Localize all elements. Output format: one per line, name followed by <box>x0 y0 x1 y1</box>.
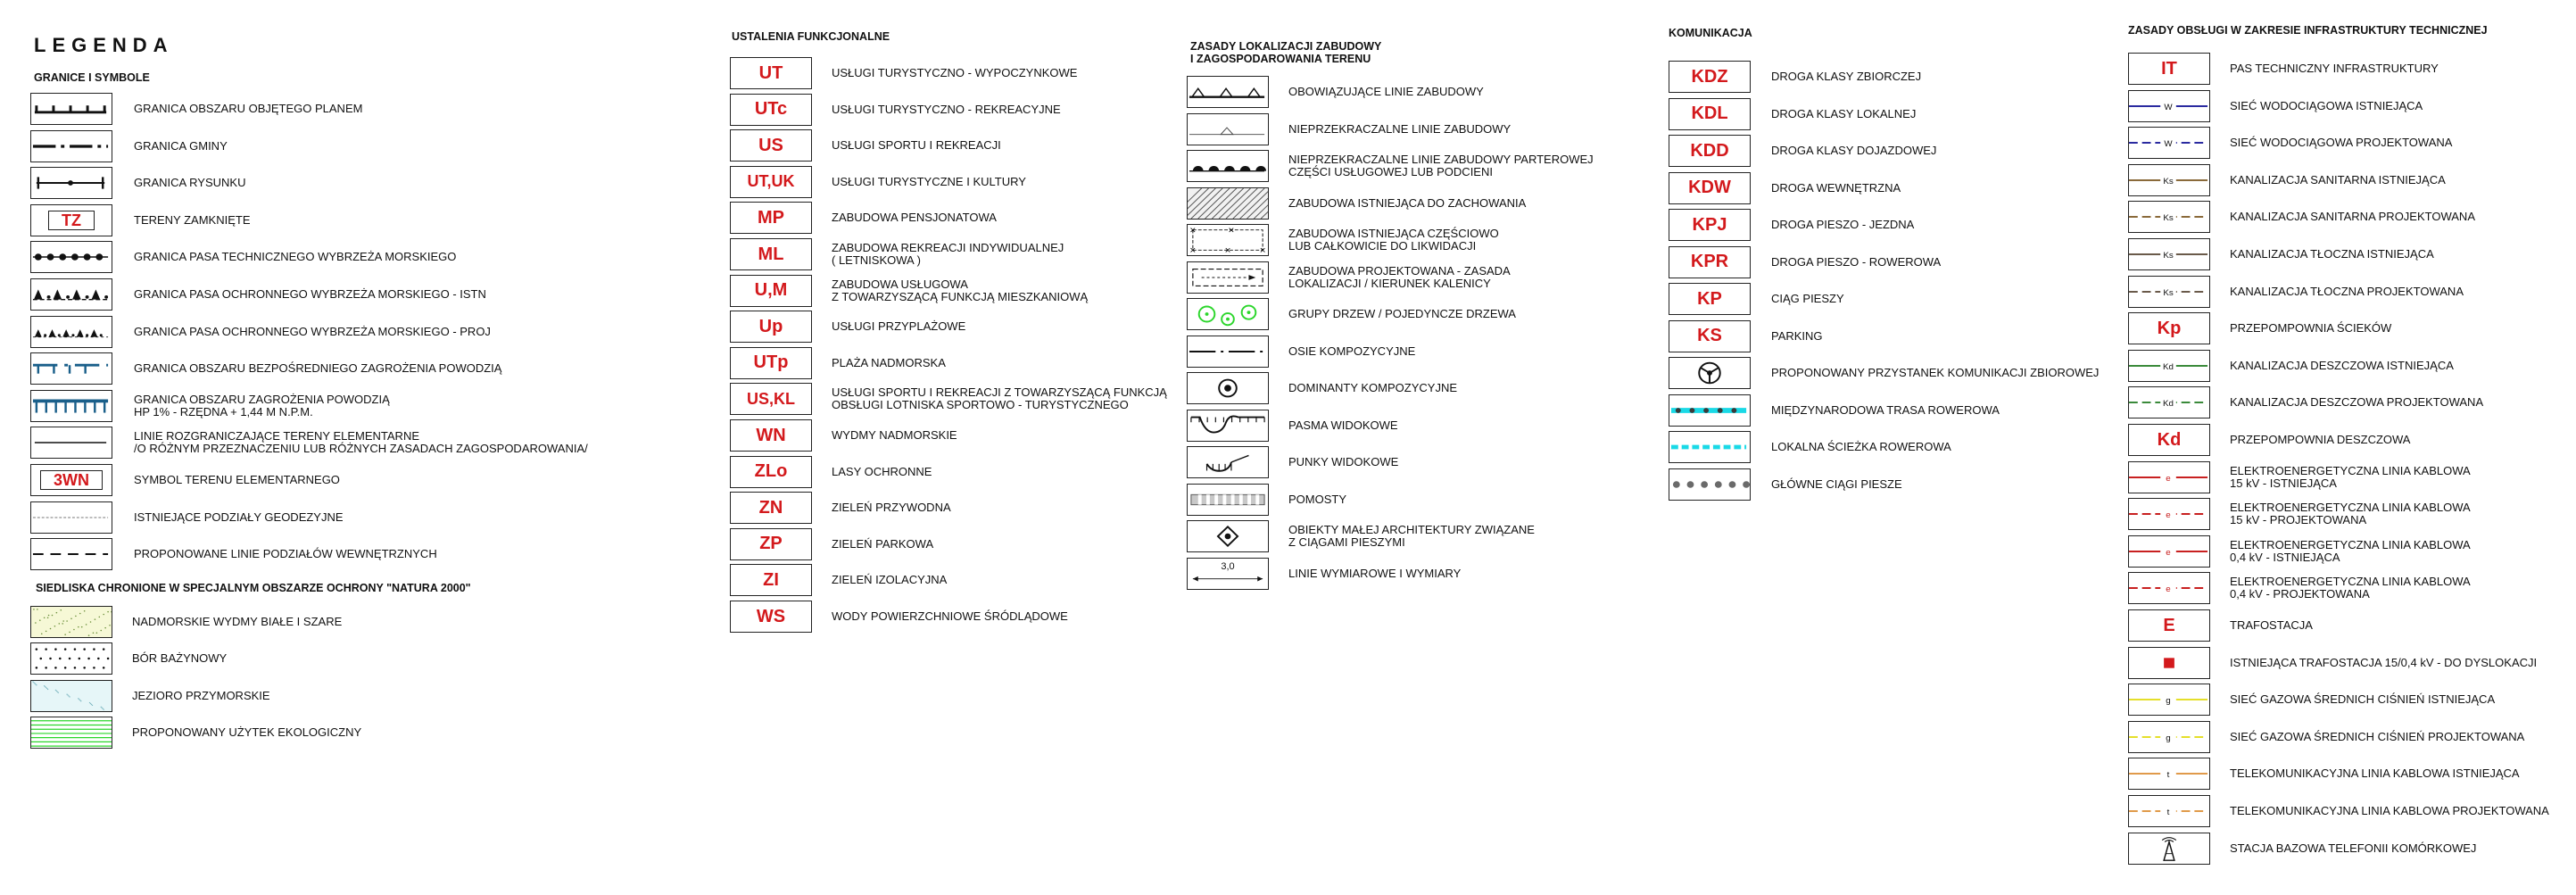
legend-label-line-2: /O RÓŻNYM PRZEZNACZENIU LUB RÓŻNYCH ZASADACH ZAGOSPODAROWANIA/ <box>134 442 588 456</box>
legend-label-line-1: WODY POWIERZCHNIOWE ŚRÓDLĄDOWE <box>832 609 1068 623</box>
legend-label-line-1: POMOSTY <box>1288 492 1347 506</box>
legend-label-line-1: USŁUGI PRZYPLAŻOWE <box>832 319 966 334</box>
legend-label-line-1: KANALIZACJA TŁOCZNA ISTNIEJĄCA <box>2230 247 2434 261</box>
legend-label <box>1288 484 1346 516</box>
symbol-code: ZLo <box>730 456 812 488</box>
legend-label-line-1: KANALIZACJA DESZCZOWA PROJEKTOWANA <box>2230 395 2484 410</box>
symbol-code: TZ <box>48 211 95 230</box>
section-title-functional: USTALENIA FUNKCJONALNE <box>732 30 890 43</box>
legend-label <box>2230 647 2537 679</box>
symbol-code: KPR <box>1669 246 1751 278</box>
legend-label <box>1771 172 1901 204</box>
svg-text:Ks: Ks <box>2163 213 2174 224</box>
symbol-code: 3WN <box>40 470 103 490</box>
section-title-building-rules <box>1190 40 1381 65</box>
plan-boundary-icon <box>30 93 112 125</box>
legend-label <box>1771 209 1914 241</box>
legend-label-line-1: USŁUGI TURYSTYCZNO - REKREACYJNE <box>832 102 1061 116</box>
elementary-area-icon <box>30 464 112 496</box>
legend-label-line-1: DROGA KLASY LOKALNEJ <box>1771 106 1917 120</box>
view-belt-icon <box>1187 410 1269 442</box>
symbol-code: KDZ <box>1669 61 1751 93</box>
legend-label <box>1288 261 1511 294</box>
legend-label <box>1288 150 1594 182</box>
legend-label-line-1: KANALIZACJA TŁOCZNA PROJEKTOWANA <box>2230 284 2464 298</box>
water-existing-icon <box>2128 90 2210 122</box>
svg-text:e: e <box>2166 473 2171 484</box>
legend-label-line-1: GRANICA PASA OCHRONNEGO WYBRZEŻA MORSKIEGO - PROJ <box>134 324 491 338</box>
main-footpath-icon <box>1669 468 1751 501</box>
legend-label-line-1: PRZEPOMPOWNIA ŚCIEKÓW <box>2230 321 2392 336</box>
legend-label <box>832 238 1064 270</box>
legend-label-line-1: PASMA WIDOKOWE <box>1288 418 1398 432</box>
local-bike-path-icon <box>1669 431 1751 463</box>
legend-label-line-1: PROPONOWANY UŻYTEK EKOLOGICZNY <box>132 725 362 739</box>
legend-label-line-1: NIEPRZEKRACZALNE LINIE ZABUDOWY <box>1288 121 1512 136</box>
legend-label <box>134 538 437 570</box>
power-15kv-proposed-icon <box>2128 498 2210 530</box>
legend-label-line-1: KANALIZACJA DESZCZOWA ISTNIEJĄCA <box>2230 358 2454 372</box>
legend-label-line-1: BÓR BAŻYNOWY <box>132 651 228 666</box>
legend-label-line-1: GRANICA OBSZARU ZAGROŻENIA POWODZIĄ <box>134 392 390 406</box>
legend-label-line-1: PLAŻA NADMORSKA <box>832 355 946 369</box>
legend-label-line-1: LASY OCHRONNE <box>832 464 932 478</box>
legend-label <box>832 419 957 452</box>
legend-label-line-1: ZABUDOWA ISTNIEJĄCA CZĘŚCIOWO <box>1288 227 1499 240</box>
legend-label <box>1771 357 2099 389</box>
svg-text:Ks: Ks <box>2163 287 2174 298</box>
bog-forest-pattern-icon <box>30 642 112 675</box>
legend-label-line-1: USŁUGI SPORTU I REKREACJI Z TOWARZYSZĄCĄ FUNKCJĄ <box>832 385 1167 400</box>
legend-label-line-1: ZABUDOWA ISTNIEJĄCA DO ZACHOWANIA <box>1288 195 1527 210</box>
legend-label <box>832 347 946 379</box>
legend-label-line-1: ZABUDOWA USŁUGOWA <box>832 277 968 291</box>
legend-label-line-1: ZABUDOWA PENSJONATOWA <box>832 211 997 225</box>
legend-label-line-2: LOKALIZACJI / KIERUNEK KALENICY <box>1288 276 1491 290</box>
municipality-boundary-icon <box>30 130 112 162</box>
legend-label-line-1: GRANICA OBSZARU OBJĘTEGO PLANEM <box>134 102 363 115</box>
cell-tower-icon <box>2128 833 2210 865</box>
legend-label-line-2: 15 kV - PROJEKTOWANA <box>2230 513 2367 527</box>
international-bike-route-icon <box>1669 394 1751 427</box>
dividing-line-icon <box>30 427 112 459</box>
svg-text:W: W <box>2164 102 2173 112</box>
closed-area-icon <box>30 204 112 236</box>
legend-label-line-1: SIEĆ GAZOWA ŚREDNICH CIŚNIEŃ ISTNIEJĄCA <box>2230 692 2496 707</box>
legend-label-line-1: TRAFOSTACJA <box>2230 618 2313 632</box>
legend-label-line-1: DROGA PIESZO - ROWEROWA <box>1771 254 1942 269</box>
legend-label <box>1771 61 1921 93</box>
legend-label-line-1: PARKING <box>1771 328 1823 343</box>
legend-label-line-1: GŁÓWNE CIĄGI PIESZE <box>1771 477 1902 491</box>
viewpoint-icon <box>1187 446 1269 478</box>
legend-label-line-2: Z TOWARZYSZĄCĄ FUNKCJĄ MIESZKANIOWĄ <box>832 289 1089 303</box>
legend-label <box>1288 187 1526 220</box>
symbol-code: US,KL <box>730 383 812 415</box>
legend-label <box>2230 53 2439 85</box>
legend-label <box>832 129 1001 162</box>
legend-label-line-2: HP 1% - RZĘDNA + 1,44 M N.P.M. <box>134 404 313 418</box>
symbol-code: UT <box>730 57 812 89</box>
legend-label <box>832 311 965 343</box>
legend-label <box>1771 431 1951 463</box>
legend-label <box>134 390 390 422</box>
legend-label <box>832 94 1061 126</box>
legend-label <box>2230 795 2549 827</box>
legend-label-line-1: KANALIZACJA SANITARNA ISTNIEJĄCA <box>2230 172 2446 186</box>
svg-text:×: × <box>1228 225 1235 236</box>
legend-label <box>134 427 588 459</box>
trees-icon <box>1187 298 1269 330</box>
legend-label <box>832 275 1088 307</box>
legend-label <box>1771 468 1902 501</box>
legend-label <box>832 492 951 524</box>
legend-label <box>134 352 501 385</box>
geodetic-division-icon <box>30 501 112 534</box>
legend-label-line-1: PROPONOWANY PRZYSTANEK KOMUNIKACJI ZBIOROWEJ <box>1771 366 2100 379</box>
symbol-code: KP <box>1669 283 1751 315</box>
legend-label <box>132 680 270 712</box>
flood-risk-icon <box>30 390 112 422</box>
dimension-line-icon <box>1187 558 1269 590</box>
legend-label <box>1771 283 1844 315</box>
legend-label <box>132 642 227 675</box>
legend-label-line-1: NIEPRZEKRACZALNE LINIE ZABUDOWY PARTEROWEJ <box>1288 153 1594 166</box>
legend-label-line-1: OBOWIĄZUJĄCE LINIE ZABUDOWY <box>1288 85 1484 98</box>
legend-label-line-1: STACJA BAZOWA TELEFONII KOMÓRKOWEJ <box>2230 841 2477 855</box>
legend-label <box>2230 276 2464 308</box>
legend-label <box>2230 424 2410 456</box>
gas-proposed-icon <box>2128 721 2210 753</box>
legend-label-line-1: ISTNIEJĄCE PODZIAŁY GEODEZYJNE <box>134 510 344 524</box>
symbol-code: Up <box>730 311 812 343</box>
legend-label <box>134 167 245 199</box>
legend-label <box>1288 113 1511 145</box>
symbol-code: Kd <box>2128 424 2210 456</box>
symbol-code: ZP <box>730 528 812 560</box>
legend-label <box>1771 98 1916 130</box>
legend-label-line-1: ZIELEŃ IZOLACYJNA <box>832 573 948 587</box>
legend-label-line-1: PAS TECHNICZNY INFRASTRUKTURY <box>2230 62 2439 75</box>
legend-label <box>2230 461 2471 493</box>
legend-label-line-2: CZĘŚCI USŁUGOWEJ LUB PODCIENI <box>1288 165 1493 178</box>
legend-label-line-2: 15 kV - ISTNIEJĄCA <box>2230 476 2337 490</box>
legend-label-line-1: SYMBOL TERENU ELEMENTARNEGO <box>134 473 340 486</box>
svg-text:Kd: Kd <box>2163 361 2174 372</box>
telecom-proposed-icon <box>2128 795 2210 827</box>
svg-text:t: t <box>2166 807 2170 817</box>
legend-label <box>832 564 947 596</box>
dunes-pattern-icon <box>30 606 112 638</box>
legend-label-line-1: ZABUDOWA REKREACJI INDYWIDUALNEJ <box>832 241 1064 254</box>
legend-label <box>1288 298 1516 330</box>
dimension-value: 3,0 <box>1221 560 1235 572</box>
legend-label <box>2230 90 2423 122</box>
composition-dominant-icon <box>1187 372 1269 404</box>
symbol-code: KDL <box>1669 98 1751 130</box>
legend-label <box>832 601 1068 633</box>
bus-stop-icon <box>1669 357 1751 389</box>
section-title-line-2: I ZAGOSPODAROWANIA TERENU <box>1190 53 1371 65</box>
legend-label <box>1771 320 1823 352</box>
legend-label <box>1771 246 1941 278</box>
legend-label <box>2230 609 2313 642</box>
legend-label <box>1288 558 1461 590</box>
composition-axis-icon <box>1187 336 1269 368</box>
legend-label-line-1: GRANICA PASA OCHRONNEGO WYBRZEŻA MORSKIEGO - ISTN <box>134 287 486 301</box>
legend-label <box>832 202 997 234</box>
svg-text:t: t <box>2166 770 2170 781</box>
legend-label <box>1771 394 2000 427</box>
legend-label-line-1: OSIE KOMPOZYCYJNE <box>1288 344 1416 358</box>
legend-label-line-2: ( LETNISKOWA ) <box>832 253 921 267</box>
legend-label-line-1: PROPONOWANE LINIE PODZIAŁÓW WEWNĘTRZNYCH <box>134 547 437 561</box>
legend-label <box>134 278 486 311</box>
svg-text:×: × <box>1189 225 1197 236</box>
legend-label-line-1: SIEĆ GAZOWA ŚREDNICH CIŚNIEŃ PROJEKTOWANA <box>2230 729 2525 743</box>
symbol-code: IT <box>2128 53 2210 85</box>
symbol-code: UTp <box>730 347 812 379</box>
svg-text:×: × <box>1189 245 1197 255</box>
legend-label-line-1: ZABUDOWA PROJEKTOWANA - ZASADA <box>1288 263 1511 278</box>
symbol-code: MP <box>730 202 812 234</box>
legend-label-line-1: PRZEPOMPOWNIA DESZCZOWA <box>2230 433 2411 446</box>
water-proposed-icon <box>2128 127 2210 159</box>
symbol-code: Kp <box>2128 312 2210 344</box>
preserved-buildings-icon <box>1187 187 1269 220</box>
legend-label-line-1: GRANICA PASA TECHNICZNEGO WYBRZEŻA MORSKIEGO <box>134 250 457 264</box>
svg-text:Ks: Ks <box>2163 250 2174 261</box>
storm-proposed-icon <box>2128 386 2210 418</box>
legend-label <box>134 204 251 236</box>
transformer-relocate-icon <box>2128 647 2210 679</box>
lake-pattern-icon <box>30 680 112 712</box>
legend-label-line-1: ELEKTROENERGETYCZNA LINIA KABLOWA <box>2230 537 2471 551</box>
legend-label <box>1288 336 1415 368</box>
svg-text:×: × <box>1259 245 1266 255</box>
legend-label <box>132 606 342 638</box>
drawing-boundary-icon <box>30 167 112 199</box>
legend-label <box>134 241 456 273</box>
legend-label <box>1288 224 1499 256</box>
legend-label <box>134 464 340 496</box>
legend-label <box>2230 127 2452 159</box>
legend-label-line-1: WYDMY NADMORSKIE <box>832 428 957 442</box>
ecological-site-pattern-icon <box>30 717 112 749</box>
internal-division-icon <box>30 538 112 570</box>
sewer-proposed-icon <box>2128 201 2210 233</box>
legend-label-line-1: SIEĆ WODOCIĄGOWA ISTNIEJĄCA <box>2230 98 2423 112</box>
legend-label <box>2230 350 2454 382</box>
svg-text:Ks: Ks <box>2163 176 2174 186</box>
legend-label <box>1288 520 1535 552</box>
legend-label-line-1: ELEKTROENERGETYCZNA LINIA KABLOWA <box>2230 575 2471 589</box>
legend-label-line-1: DROGA KLASY ZBIORCZEJ <box>1771 70 1922 83</box>
legend-label-line-2: 0,4 kV - PROJEKTOWANA <box>2230 587 2370 601</box>
svg-text:×: × <box>1224 245 1231 255</box>
power-04kv-proposed-icon <box>2128 572 2210 604</box>
svg-text:g: g <box>2166 733 2171 743</box>
legend-label <box>2230 684 2495 716</box>
protection-belt-proposed-icon <box>30 316 112 348</box>
legend-label-line-2: 0,4 kV - ISTNIEJĄCA <box>2230 550 2340 564</box>
pier-icon <box>1187 484 1269 516</box>
section-title-infrastructure: ZASADY OBSŁUGI W ZAKRESIE INFRASTRUKTURY TECHNICZNEJ <box>2128 24 2488 37</box>
symbol-code: ML <box>730 238 812 270</box>
legend-label-line-1: DROGA PIESZO - JEZDNA <box>1771 218 1915 231</box>
legend-label-line-1: GRUPY DRZEW / POJEDYNCZE DRZEWA <box>1288 307 1516 320</box>
section-title-transport: KOMUNIKACJA <box>1669 27 1752 39</box>
legend-label <box>2230 164 2446 196</box>
mandatory-building-line-icon <box>1187 76 1269 108</box>
legend-label <box>2230 758 2520 790</box>
legend-label-line-1: LINIE WYMIAROWE I WYMIARY <box>1288 566 1462 580</box>
legend-label <box>134 501 344 534</box>
legend-label-line-1: GRANICA GMINY <box>134 138 228 153</box>
legend-label <box>2230 386 2483 418</box>
legend-label-line-1: ISTNIEJĄCA TRAFOSTACJA 15/0,4 kV - DO DYSLOKACJI <box>2230 655 2538 669</box>
small-architecture-icon <box>1187 520 1269 552</box>
gas-existing-icon <box>2128 684 2210 716</box>
legend-label-line-1: LOKALNA ŚCIEŻKA ROWEROWA <box>1771 440 1951 453</box>
non-exceedable-line-icon <box>1187 113 1269 145</box>
legend-label <box>832 166 1026 198</box>
legend-label <box>1288 372 1457 404</box>
legend-label-line-1: USŁUGI TURYSTYCZNE I KULTURY <box>832 174 1026 188</box>
legend-label <box>134 130 228 162</box>
svg-text:e: e <box>2166 510 2171 520</box>
legend-label-line-1: KANALIZACJA SANITARNA PROJEKTOWANA <box>2230 210 2475 224</box>
legend-label <box>2230 312 2391 344</box>
svg-text:e: e <box>2166 547 2171 558</box>
svg-text:W: W <box>2164 139 2173 149</box>
symbol-code: UT,UK <box>730 166 812 198</box>
symbol-code: WN <box>730 419 812 452</box>
symbol-code: KDW <box>1669 172 1751 204</box>
legend-label-line-1: TELEKOMUNIKACYJNA LINIA KABLOWA PROJEKTOWANA <box>2230 804 2549 817</box>
legend-label-line-1: TERENY ZAMKNIĘTE <box>134 212 251 227</box>
storm-existing-icon <box>2128 350 2210 382</box>
legend-label <box>132 717 361 749</box>
legend-label-line-1: NADMORSKIE WYDMY BIAŁE I SZARE <box>132 615 343 628</box>
pressure-sewer-existing-icon <box>2128 238 2210 270</box>
symbol-code: U,M <box>730 275 812 307</box>
ground-floor-line-icon <box>1187 150 1269 182</box>
symbol-code: E <box>2128 609 2210 642</box>
legend-label-line-1: GRANICA OBSZARU BEZPOŚREDNIEGO ZAGROŻENIA POWODZIĄ <box>134 361 502 376</box>
legend-label-line-1: USŁUGI SPORTU I REKREACJI <box>832 138 1001 153</box>
legend-label <box>832 528 933 560</box>
legend-label <box>2230 833 2476 865</box>
legend-label <box>134 316 491 348</box>
legend-label-line-1: LINIE ROZGRANICZAJĄCE TERENY ELEMENTARNE <box>134 429 420 443</box>
legend-label-line-1: SIEĆ WODOCIĄGOWA PROJEKTOWANA <box>2230 136 2453 150</box>
legend-label <box>832 383 1167 415</box>
section-title-boundaries: GRANICE I SYMBOLE <box>34 71 150 84</box>
legend-label-line-1: JEZIORO PRZYMORSKIE <box>132 688 270 702</box>
legend-label <box>2230 238 2434 270</box>
power-15kv-existing-icon <box>2128 461 2210 493</box>
symbol-code: KDD <box>1669 135 1751 167</box>
legend-label-line-1: GRANICA RYSUNKU <box>134 176 246 190</box>
symbol-code: ZN <box>730 492 812 524</box>
legend-label-line-1: PUNKY WIDOKOWE <box>1288 455 1399 468</box>
legend-label-line-2: Z CIĄGAMI PIESZYMI <box>1288 535 1405 549</box>
svg-text:g: g <box>2166 696 2171 706</box>
symbol-code: ZI <box>730 564 812 596</box>
protection-belt-existing-icon <box>30 278 112 311</box>
power-04kv-existing-icon <box>2128 535 2210 568</box>
section-title-line-1: ZASADY LOKALIZACJI ZABUDOWY <box>1190 40 1382 53</box>
legend-label-line-2: OBSŁUGI LOTNISKA SPORTOWO - TURYSTYCZNEGO <box>832 398 1129 412</box>
legend-title: LEGENDA <box>34 34 174 56</box>
telecom-existing-icon <box>2128 758 2210 790</box>
legend-label-line-1: USŁUGI TURYSTYCZNO - WYPOCZYNKOWE <box>832 66 1078 79</box>
legend-label <box>2230 721 2524 753</box>
legend-label-line-1: OBIEKTY MAŁEJ ARCHITEKTURY ZWIĄZANE <box>1288 523 1535 536</box>
symbol-code: KPJ <box>1669 209 1751 241</box>
sewer-existing-icon <box>2128 164 2210 196</box>
legend-label-line-1: DROGA WEWNĘTRZNA <box>1771 180 1901 195</box>
legend-label-line-1: DOMINANTY KOMPOZYCYJNE <box>1288 381 1458 394</box>
legend-label <box>134 93 362 125</box>
symbol-code: UTc <box>730 94 812 126</box>
legend-label <box>1288 410 1398 442</box>
legend-label <box>2230 572 2471 604</box>
symbol-code: KS <box>1669 320 1751 352</box>
legend-label <box>2230 201 2475 233</box>
legend-label-line-1: ZIELEŃ PARKOWA <box>832 536 934 551</box>
partial-demolition-icon <box>1187 224 1269 256</box>
pressure-sewer-proposed-icon <box>2128 276 2210 308</box>
legend-label <box>2230 535 2471 568</box>
direct-flood-risk-icon <box>30 352 112 385</box>
legend-label-line-1: ELEKTROENERGETYCZNA LINIA KABLOWA <box>2230 463 2471 477</box>
legend-label-line-2: LUB CAŁKOWICIE DO LIKWIDACJI <box>1288 239 1477 253</box>
svg-text:Kd: Kd <box>2163 399 2174 410</box>
legend-label-line-1: DROGA KLASY DOJAZDOWEJ <box>1771 144 1937 157</box>
svg-text:e: e <box>2166 584 2171 595</box>
legend-label <box>1288 446 1398 478</box>
symbol-code: WS <box>730 601 812 633</box>
legend-label-line-1: ELEKTROENERGETYCZNA LINIA KABLOWA <box>2230 501 2471 515</box>
legend-label <box>832 456 932 488</box>
legend-label <box>1288 76 1484 108</box>
legend-label-line-1: MIĘDZYNARODOWA TRASA ROWEROWA <box>1771 402 2000 417</box>
legend-label <box>2230 498 2471 530</box>
technical-belt-icon <box>30 241 112 273</box>
legend-label-line-1: CIĄG PIESZY <box>1771 292 1844 305</box>
projected-buildings-icon <box>1187 261 1269 294</box>
legend-label <box>1771 135 1936 167</box>
legend-label-line-1: TELEKOMUNIKACYJNA LINIA KABLOWA ISTNIEJĄCA <box>2230 767 2520 781</box>
symbol-code: US <box>730 129 812 162</box>
legend-label-line-1: ZIELEŃ PRZYWODNA <box>832 501 951 515</box>
section-title-natura: SIEDLISKA CHRONIONE W SPECJALNYM OBSZARZE OCHRONY "NATURA 2000" <box>36 582 471 594</box>
legend-label <box>832 57 1077 89</box>
